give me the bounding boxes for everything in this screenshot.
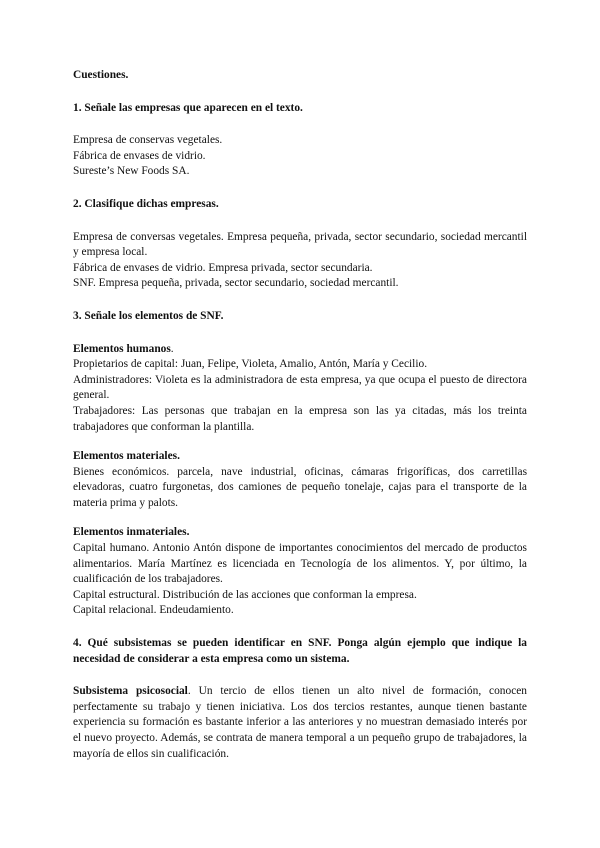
answer-line: Capital estructural. Distribución de las acciones que conforman la empresa. (73, 588, 417, 601)
answer-line: Capital humano. Antonio Antón dispone de importantes conocimientos del mercado de productos alimentarios. María Martínez es licenciada en Tecnología de los alimentos. Y, por último, la cualificación de los trabajadores. (73, 542, 527, 586)
elementos-humanos (73, 342, 527, 436)
answer-line: Empresa de conversas vegetales. Empresa pequeña, privada, sector secundario, sociedad mercantil y empresa local. (73, 230, 527, 259)
elementos-materiales (73, 449, 527, 511)
subsection-title (73, 342, 527, 358)
subsection-title: Elementos inmateriales. (73, 526, 190, 539)
subsection-title-suffix: . (170, 342, 174, 355)
answer-line: Bienes económicos. parcela, nave industrial, oficinas, cámaras frigoríficas, dos carretillas elevadoras, cuatro furgonetas, dos camiones de pequeño tonelaje, cajas para el transporte de la materia prima y palots. (73, 465, 527, 509)
question-2-answer (73, 230, 527, 292)
subsistema-psicosocial-label: Subsistema psicosocial (73, 685, 188, 698)
answer-line: Fábrica de envases de vidrio. Empresa privada, sector secundaria. (73, 261, 373, 274)
elementos-inmateriales (73, 525, 527, 619)
answer-line: Capital relacional. Endeudamiento. (73, 604, 234, 617)
question-1-answer (73, 133, 527, 180)
subsection-title: Elementos materiales. (73, 450, 180, 463)
subsistema-psicosocial-paragraph (73, 684, 527, 762)
answer-line: Administradores: Violeta es la administradora de esta empresa, ya que ocupa el puesto de directora general. (73, 373, 527, 402)
answer-line: Sureste’s New Foods SA. (73, 165, 190, 178)
answer-line: Fábrica de envases de vidrio. (73, 149, 206, 162)
section-title: Cuestiones. (73, 69, 129, 81)
subsistema-psicosocial-text: . Un tercio de ellos tienen un alto nivel de formación, conocen perfectamente su trabajo y tienen iniciativa. Los dos tercios restantes, aunque tienen bastante experiencia su formación es bastante inferior a las anteriores y no muestran demasiado interés por el nuevo proyecto. Además, se contrata de manera temporal a un pequeño grupo de trabajadores, la mayoría de ellos sin cualificación. (73, 685, 527, 760)
question-1-heading: 1. Señale las empresas que aparecen en el texto. (73, 101, 303, 114)
answer-line: Empresa de conservas vegetales. (73, 134, 223, 147)
answer-line: Trabajadores: Las personas que trabajan en la empresa son las ya citadas, más los treinta trabajadores que conforman la plantilla. (73, 404, 527, 433)
question-4-heading: 4. Qué subsistemas se pueden identificar en SNF. Ponga algún ejemplo que indique la necesidad de considerar a esta empresa como un sistema. (73, 637, 527, 665)
answer-line: SNF. Empresa pequeña, privada, sector secundario, sociedad mercantil. (73, 277, 399, 290)
question-3-heading: 3. Señale los elementos de SNF. (73, 309, 224, 322)
subsection-title-text: Elementos humanos (73, 342, 171, 355)
question-2-heading: 2. Clasifique dichas empresas. (73, 197, 219, 210)
answer-line: Propietarios de capital: Juan, Felipe, Violeta, Amalio, Antón, María y Cecilio. (73, 358, 428, 371)
